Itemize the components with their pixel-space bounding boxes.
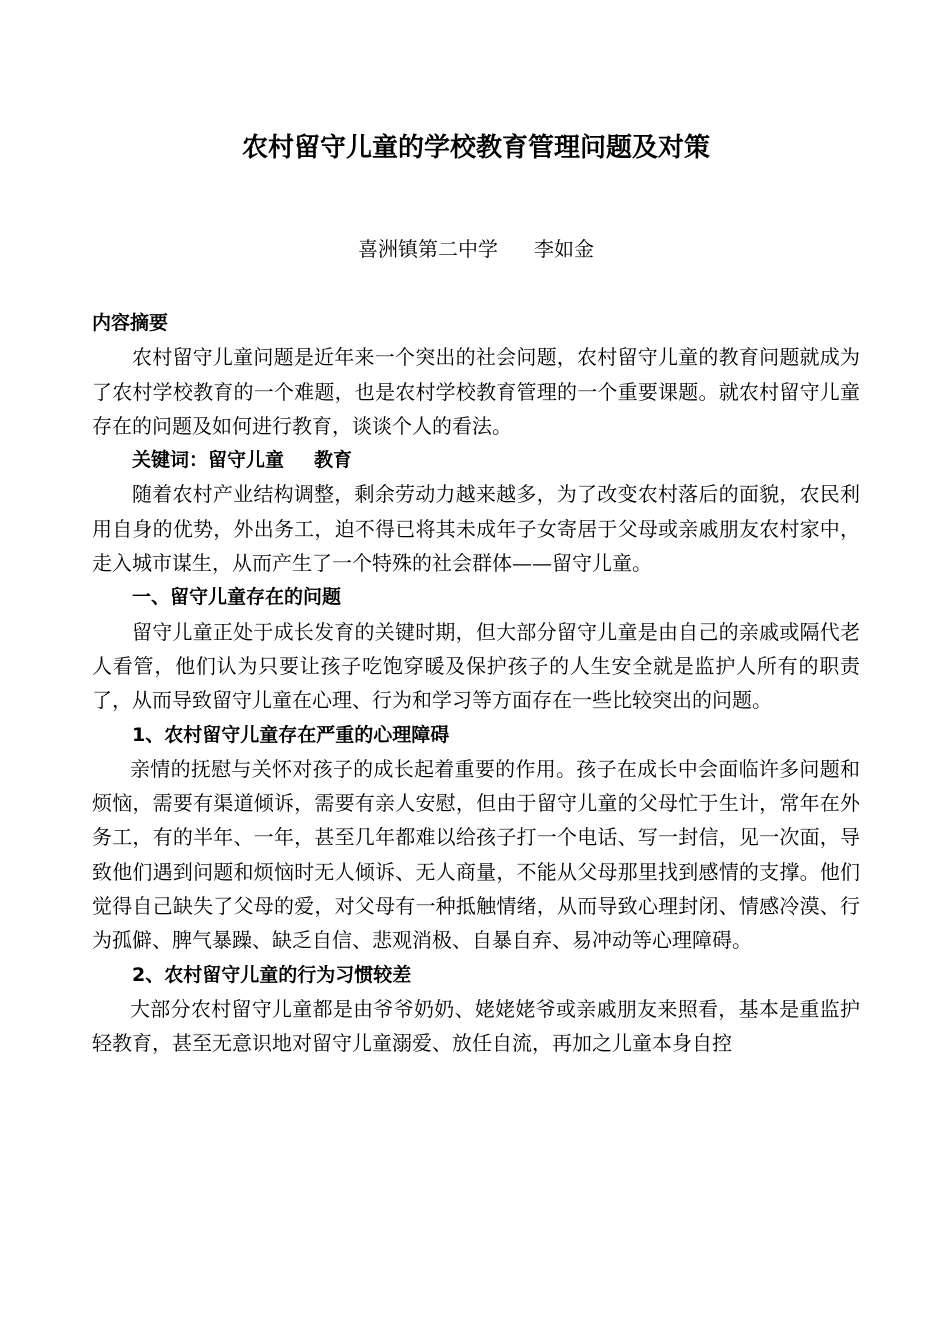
abstract-paragraph: 农村留守儿童问题是近年来一个突出的社会问题，农村留守儿童的教育问题就成为了农村学校教育的一个难题，也是农村学校教育管理的一个重要课题。就农村留守儿童存在的问题及如何进行教育，谈谈个人的看法。 (92, 345, 860, 438)
author-line (92, 232, 860, 266)
section1-heading: 一、留守儿童存在的问题 (132, 586, 342, 609)
intro-paragraph: 随着农村产业结构调整，剩余劳动力越来越多，为了改变农村落后的面貌，农民利用自身的优势，外出务工，迫不得已将其未成年子女寄居于父母或亲戚朋友农村家中，走入城市谋生，从而产生了一个特殊的社会群体——留守儿童。 (92, 482, 860, 576)
abstract-heading: 内容摘要 (92, 312, 169, 334)
subsection1-heading: 1、农村留守儿童存在严重的心理障碍 (132, 723, 450, 746)
document-body (92, 306, 860, 1061)
subsection2-paragraph: 大部分农村留守儿童都是由爷爷奶奶、姥姥姥爷或亲戚朋友来照看，基本是重监护轻教育，甚至无意识地对留守儿童溺爱、放任自流，再加之儿童本身自控 (92, 996, 860, 1056)
document-title: 农村留守儿童的学校教育管理问题及对策 (241, 133, 710, 163)
subsection2-heading: 2、农村留守儿童的行为习惯较差 (132, 963, 412, 986)
author-name: 李如金 (534, 237, 594, 261)
subsection1-paragraph: 亲情的抚慰与关怀对孩子的成长起着重要的作用。孩子在成长中会面临许多问题和烦恼，需要有渠道倾诉，需要有亲人安慰，但由于留守儿童的父母忙于生计，常年在外务工，有的半年、一年，甚至几年都难以给孩子打一个电话、写一封信，见一次面，导致他们遇到问题和烦恼时无人倾诉、无人商量，不能从父母那里找到感情的支撑。他们觉得自己缺失了父母的爱，对父母有一种抵触情绪，从而导致心理封闭、情感冷漠、行为孤僻、脾气暴躁、缺乏自信、悲观消极、自暴自弃、易冲动等心理障碍。 (92, 756, 860, 953)
keywords-line (92, 443, 860, 477)
keywords-second: 教育 (314, 449, 353, 472)
author-school: 喜洲镇第二中学 (358, 237, 498, 261)
keywords-label: 关键词：留守儿童 (132, 449, 285, 472)
section1-paragraph: 留守儿童正处于成长发育的关键时期，但大部分留守儿童是由自己的亲戚或隔代老人看管，他们认为只要让孩子吃饱穿暖及保护孩子的人生安全就是监护人所有的职责了，从而导致留守儿童在心理、行为和学习等方面存在一些比较突出的问题。 (92, 619, 860, 713)
